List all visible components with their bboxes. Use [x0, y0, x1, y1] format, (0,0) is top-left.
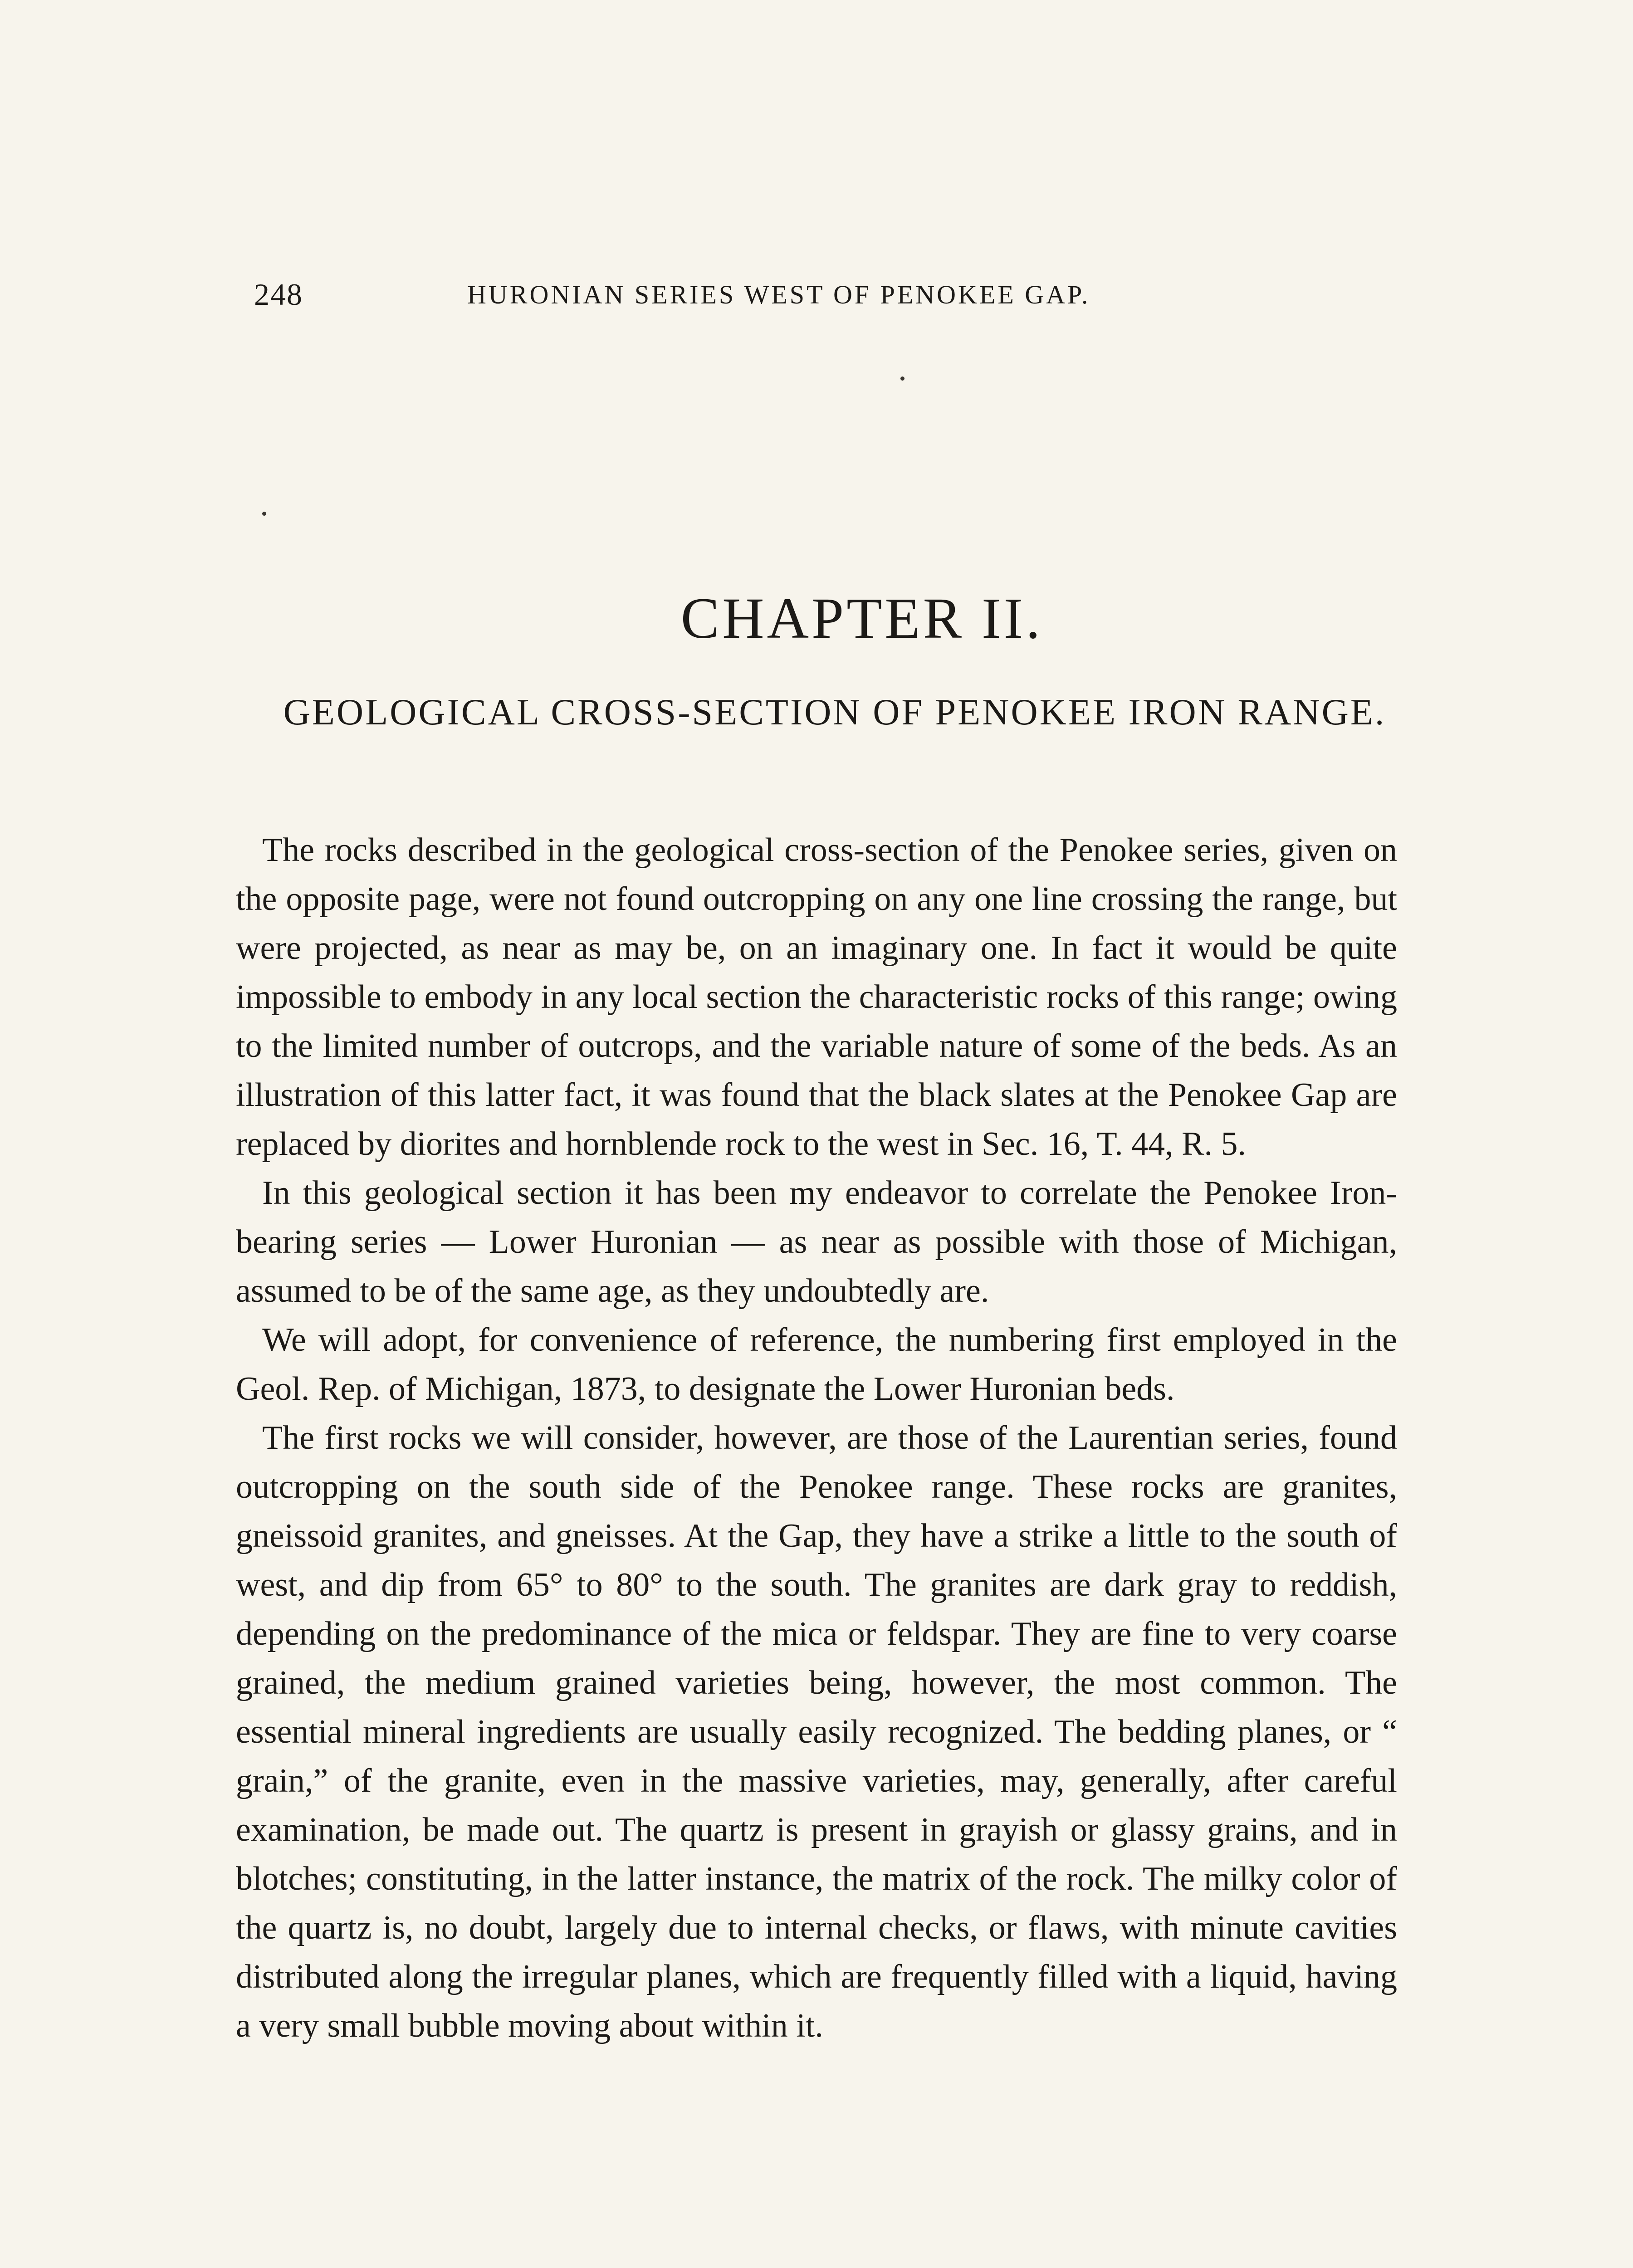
print-speck: [262, 512, 266, 516]
section-title: GEOLOGICAL CROSS-SECTION OF PENOKEE IRON RANGE.: [283, 691, 1386, 733]
paragraph: The rocks described in the geological cross-section of the Penokee series, given on the opposite page, were not found outcropping on any one line crossing the range, but were projected, as near as may be, on an imaginary one. In fact it would be quite impossible to embody in any local section the characteristic rocks of this range; owing to the limited number of outcrops, and the variable nature of some of the beds. As an illustration of this latter fact, it was found that the black slates at the Penokee Gap are replaced by diorites and hornblende rock to the west in Sec. 16, T. 44, R. 5.: [236, 831, 1397, 1163]
running-head: [254, 277, 1415, 322]
print-speck: [900, 376, 905, 381]
running-title: HURONIAN SERIES WEST OF PENOKEE GAP.: [467, 280, 1090, 309]
paragraph: The first rocks we will consider, however, are those of the Laurentian series, found outcropping on the south side of the Penokee range. These rocks are granites, gneissoid granites, and gneisses. At the Gap, they have a strike a little to the south of west, and dip from 65° to 80° to the south. The granites are dark gray to reddish, depending on the predominance of the mica or feldspar. They are fine to very coarse grained, the medium grained varieties being, however, the most common. The essential mineral ingredients are usually easily recognized. The bedding planes, or “ grain,” of the granite, even in the massive varieties, may, generally, after careful examination, be made out. The quartz is present in grayish or glassy grains, and in blotches; constituting, in the latter instance, the matrix of the rock. The milky color of the quartz is, no doubt, largely due to internal checks, or flaws, with minute cavities distributed along the irregular planes, which are frequently filled with a liquid, having a very small bubble moving about within it.: [236, 1419, 1397, 2044]
paragraph: We will adopt, for convenience of reference, the numbering first employed in the Geol. Rep. of Michigan, 1873, to designate the Lower Huronian beds.: [236, 1321, 1397, 1408]
chapter-title: CHAPTER II.: [680, 586, 1043, 650]
page-number: 248: [254, 277, 303, 312]
paragraph: In this geological section it has been my endeavor to correlate the Penokee Iron-bearing series — Lower Huronian — as near as possible with those of Michigan, assumed to be of the same age, as they undoubtedly are.: [236, 1174, 1397, 1310]
body-text: [236, 826, 1397, 2050]
